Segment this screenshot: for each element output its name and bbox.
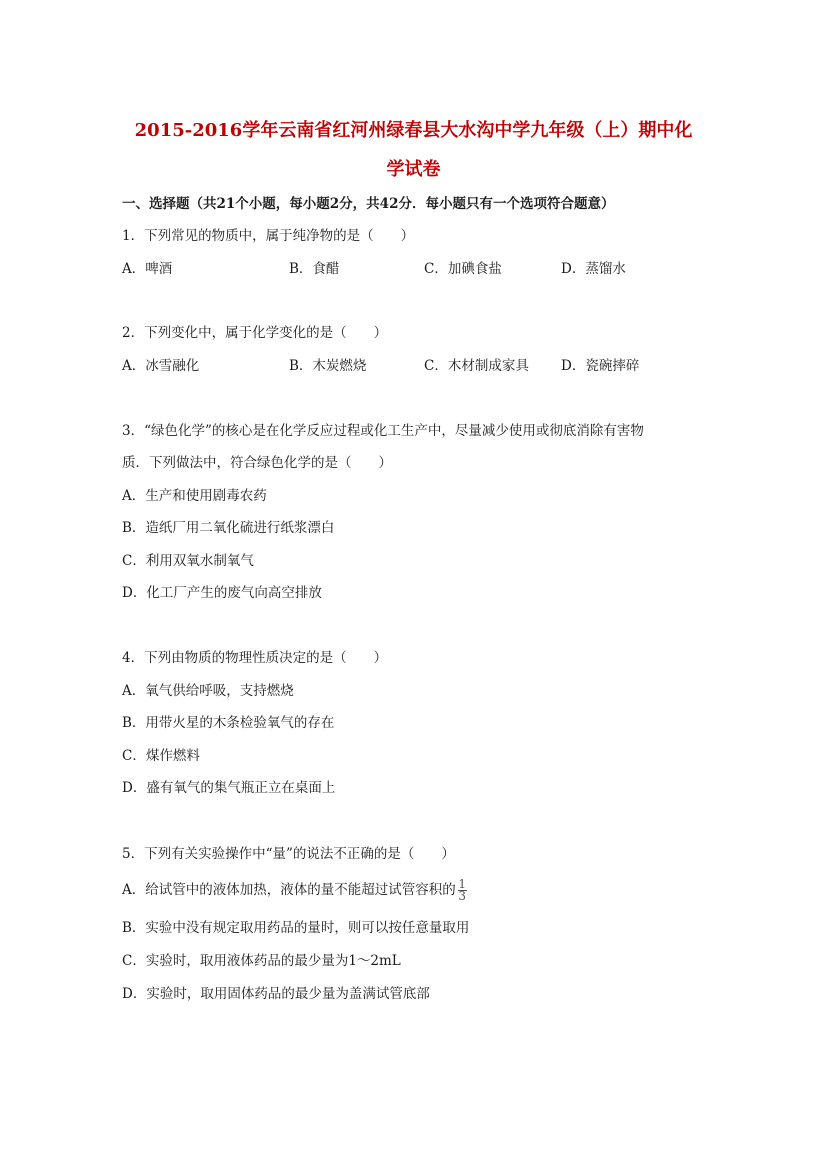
question-5-option-a-text: A．给试管中的液体加热，液体的量不能超过试管容积的 [122,882,456,898]
exam-title-line1: 2015-2016学年云南省红河州绿春县大水沟中学九年级（上）期中化 [134,120,693,141]
question-1-option-a: A．啤酒 [122,261,173,277]
question-5-stem: 5．下列有关实验操作中“量”的说法不正确的是（ ） [122,846,455,862]
question-5-option-a [122,879,467,902]
question-3-option-c: C．利用双氧水制氧气 [122,553,254,569]
question-3-stem-line2: 质．下列做法中，符合绿色化学的是（ ） [122,455,392,471]
question-5-option-d: D．实验时，取用固体药品的最少量为盖满试管底部 [122,986,430,1002]
question-2-stem: 2．下列变化中，属于化学变化的是（ ） [122,325,388,341]
question-3-option-a: A．生产和使用剧毒农药 [122,488,267,504]
question-5-option-b: B．实验中没有规定取用药品的量时，则可以按任意量取用 [122,920,470,936]
question-1-option-d: D．蒸馏水 [561,261,626,277]
question-5-option-c: C．实验时，取用液体药品的最少量为1～2mL [122,953,401,969]
question-2-option-c: C．木材制成家具 [424,358,529,374]
question-1-option-c: C．加碘食盐 [424,261,502,277]
question-4-option-c: C．煤作燃料 [122,748,200,764]
question-4-option-d: D．盛有氧气的集气瓶正立在桌面上 [122,780,336,796]
question-3-stem-line1: 3．“绿色化学”的核心是在化学反应过程或化工生产中，尽量减少使用或彻底消除有害物 [122,423,644,439]
question-2-option-a: A．冰雪融化 [122,358,200,374]
question-4-option-a: A．氧气供给呼吸，支持燃烧 [122,683,294,699]
question-3-option-b: B．造纸厂用二氧化硫进行纸浆漂白 [122,520,335,536]
fraction-numerator: 1 [458,877,467,891]
question-2-option-b: B．木炭燃烧 [289,358,367,374]
section-heading: 一、选择题（共21个小题，每小题2分，共42分．每小题只有一个选项符合题意） [122,196,615,212]
question-1-option-b: B．食醋 [289,261,340,277]
question-3-option-d: D．化工厂产生的废气向高空排放 [122,585,322,601]
fraction-denominator: 3 [458,889,467,903]
question-2-option-d: D．瓷碗摔碎 [561,358,640,374]
one-third-fraction [458,879,467,902]
question-1-stem: 1．下列常见的物质中，属于纯净物的是（ ） [122,228,415,244]
exam-title-line2: 学试卷 [386,159,441,180]
question-4-stem: 4．下列由物质的物理性质决定的是（ ） [122,650,388,666]
question-4-option-b: B．用带火星的木条检验氧气的存在 [122,715,335,731]
